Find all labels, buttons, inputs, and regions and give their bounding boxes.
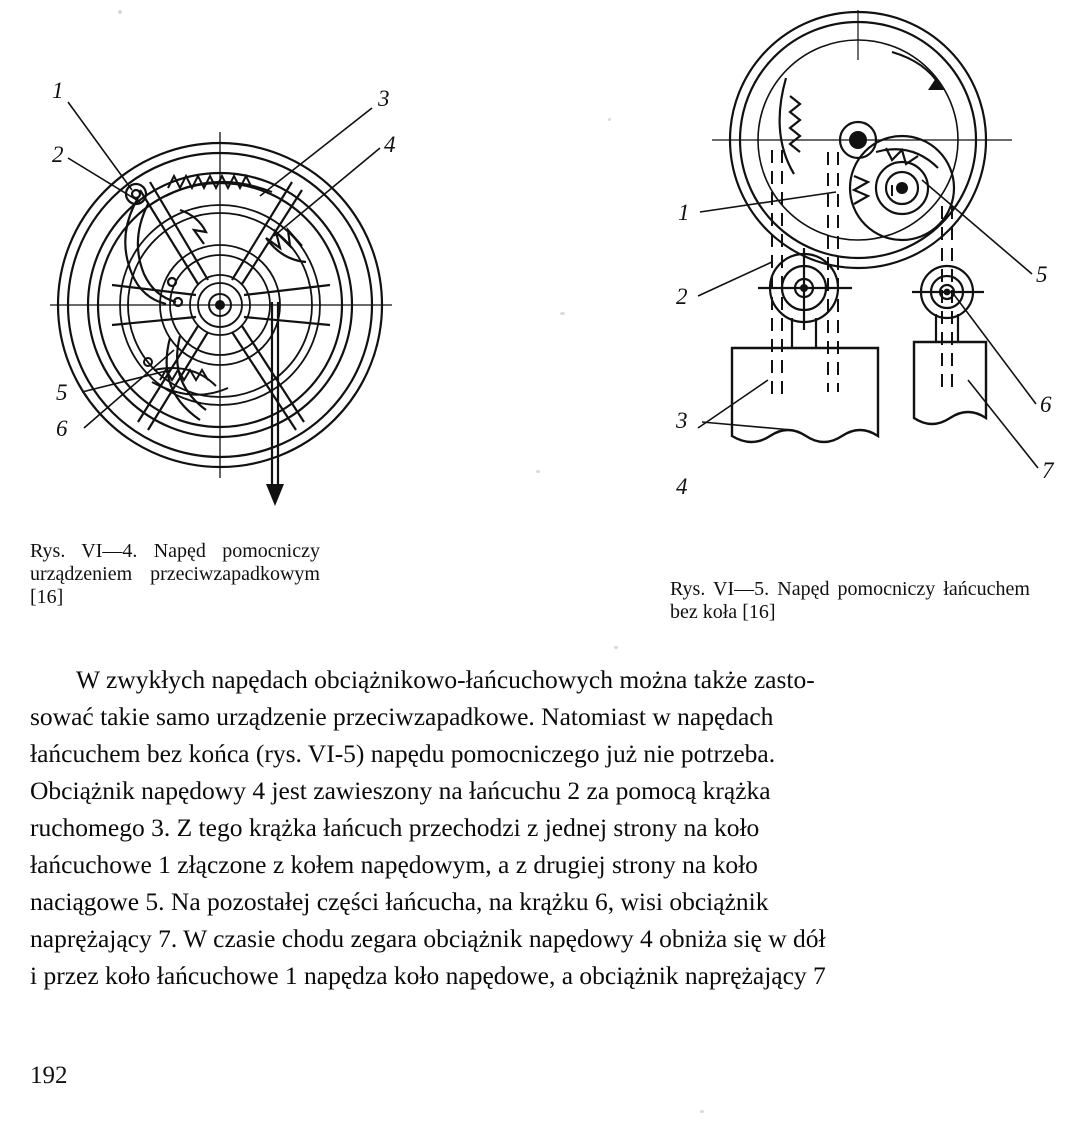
scan-speck	[700, 1110, 704, 1113]
callout-5: 5	[1036, 262, 1048, 287]
callout-5: 5	[56, 380, 68, 405]
callout-1: 1	[52, 78, 64, 103]
body-line-6: łańcuchowe 1 złączone z kołem napędowym, a z drugiej strony na koło	[30, 849, 758, 879]
page-number: 192	[30, 1062, 68, 1089]
figure-vi-5	[640, 0, 1070, 540]
body-text	[30, 662, 1048, 995]
callout-4: 4	[676, 474, 688, 499]
figure-caption-vi-5: Rys. VI—5. Napęd pomocniczy łańcuchem bez koła [16]	[670, 578, 1030, 624]
callout-4: 4	[384, 132, 396, 157]
callout-3: 3	[378, 86, 390, 111]
body-line-8: naprężający 7. W czasie chodu zegara obciążnik napędowy 4 obniża się w dół	[30, 923, 826, 953]
body-line-7: naciągowe 5. Na pozostałej części łańcucha, na krążku 6, wisi obciążnik	[30, 886, 769, 916]
scan-speck	[118, 10, 122, 14]
figure-vi-4	[20, 70, 440, 540]
callout-6: 6	[56, 416, 68, 441]
callout-7: 7	[1042, 458, 1054, 483]
figure-caption-vi-4: Rys. VI—4. Napęd pomocniczy urządzeniem przeciwzapadkowym [16]	[30, 540, 320, 609]
scan-speck	[614, 646, 618, 649]
body-line-4: Obciążnik napędowy 4 jest zawieszony na łańcuchu 2 za pomocą krążka	[30, 775, 771, 805]
scan-speck	[608, 118, 611, 121]
scan-speck	[536, 470, 540, 473]
body-line-1: W zwykłych napędach obciążnikowo-łańcuchowych można także zasto-	[76, 665, 815, 694]
callout-3: 3	[676, 408, 688, 433]
callout-2: 2	[676, 284, 688, 309]
callout-2: 2	[52, 142, 64, 167]
body-line-2: sować takie samo urządzenie przeciwzapadkowe. Natomiast w napędach	[30, 701, 774, 731]
body-line-3: łańcuchem bez końca (rys. VI-5) napędu pomocniczego już nie potrzeba.	[30, 738, 776, 768]
scan-speck	[560, 312, 565, 315]
body-line-9: i przez koło łańcuchowe 1 napędza koło napędowe, a obciążnik naprężający 7	[30, 960, 826, 990]
callout-6: 6	[1040, 392, 1052, 417]
callout-1: 1	[678, 200, 690, 225]
body-line-5: ruchomego 3. Z tego krążka łańcuch przechodzi z jednej strony na koło	[30, 812, 760, 842]
